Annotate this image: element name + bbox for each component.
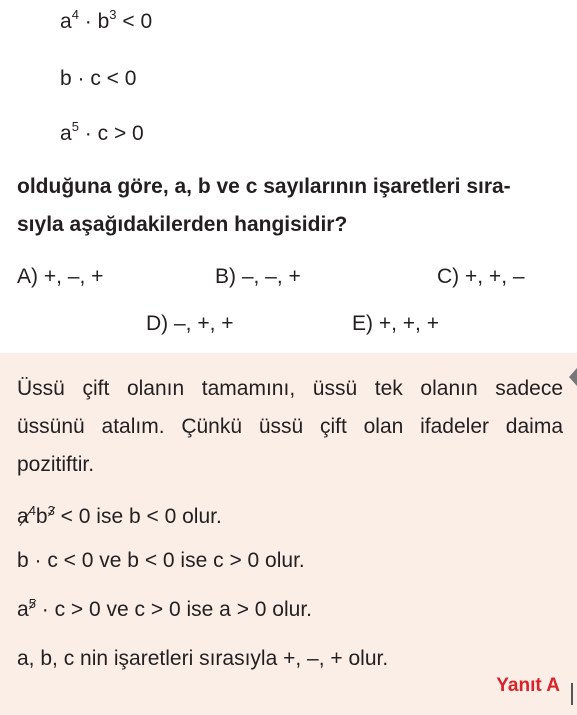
condition-1-base-b: b [97,10,110,33]
solution-step-1 [17,503,222,529]
solution-step-3 [17,596,312,622]
solution-paragraph [17,370,563,484]
solution-step-2: b · c < 0 ve b < 0 ise c > 0 olur. [17,549,305,572]
option-c[interactable]: C) +, +, – [437,265,525,288]
step3-exp-cancelled: 5 [28,596,36,611]
step1-rest: < 0 ise b < 0 olur. [54,505,222,528]
question-line-1: olduğuna göre, a, b ve c sayılarının işaretleri sıra- [17,175,511,198]
condition-3-relation: > 0 [113,122,144,145]
condition-3-operator: · [84,122,92,145]
step1-exp-a: 4 [28,503,36,518]
solution-line-3: pozitiftir. [17,453,95,476]
condition-1-operator: · [84,10,92,33]
condition-3-exp-a: 5 [71,119,79,134]
step3-rest: · c > 0 ve c > 0 ise a > 0 olur. [41,598,312,621]
question-text [17,168,577,244]
condition-1-exp-a: 4 [71,7,79,22]
option-e[interactable]: E) +, +, + [352,312,439,335]
step3-base-a: a [17,598,29,621]
condition-1 [60,8,152,34]
condition-1-exp-b: 3 [109,7,117,22]
option-b[interactable]: B) –, –, + [215,265,301,288]
condition-3-base-a: a [60,122,72,145]
condition-1-relation: < 0 [122,10,153,33]
condition-3 [60,120,144,146]
page-edge-marker [569,368,577,386]
cancelled-a-term [17,503,36,529]
condition-3-base-c: c [97,122,109,145]
step1-exp-b-cancelled: 3 [47,503,55,518]
page-edge-line [571,683,573,705]
condition-1-base-a: a [60,10,72,33]
solution-line-2: üssünü atalım. Çünkü üssü çift olan ifadeler daima [17,415,563,438]
solution-step-4: a, b, c nin işaretleri sırasıyla +, –, + olur. [17,647,389,670]
condition-2: b · c < 0 [60,67,137,90]
answer-label: Yanıt A [496,675,560,696]
step1-base-a: a [17,505,29,528]
step1-base-b: b [35,505,48,528]
solution-line-1: Üssü çift olanın tamamını, üssü tek olanın sadece [17,377,563,400]
option-a[interactable]: A) +, –, + [17,265,104,288]
question-line-2: sıyla aşağıdakilerden hangisidir? [17,213,348,236]
option-d[interactable]: D) –, +, + [146,312,234,335]
